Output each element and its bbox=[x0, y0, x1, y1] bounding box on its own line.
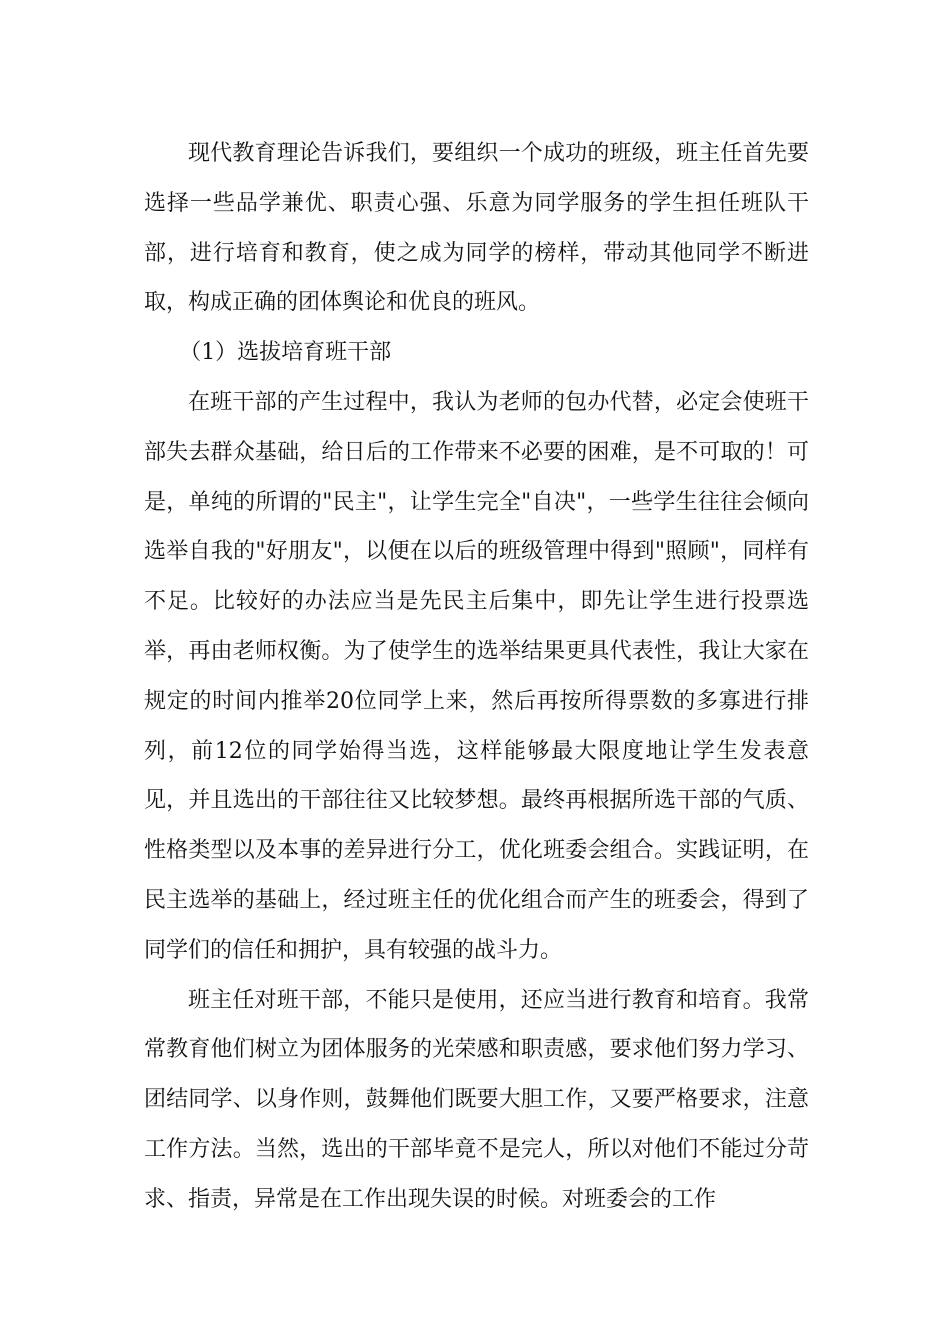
paragraph-selection: 在班干部的产生过程中，我认为老师的包办代替，必定会使班干部失去群众基础，给日后的工作带来不必要的困难，是不可取的！可是，单纯的所谓的"民主"，让学生完全"自决"，一些学生往往会倾向选举自我的"好朋友"，以便在以后的班级管理中得到"照顾"，同样有不足。比较好的办法应当是先民主后集中，即先让学生进行投票选举，再由老师权衡。为了使学生的选举结果更具代表性，我让大家在规定的时间内推举20位同学上来，然后再按所得票数的多寡进行排列，前12位的同学始得当选，这样能够最大限度地让学生发表意见，并且选出的干部往往又比较梦想。最终再根据所选干部的气质、性格类型以及本事的差异进行分工，优化班委会组合。实践证明，在民主选举的基础上，经过班主任的优化组合而产生的班委会，得到了同学们的信任和拥护，具有较强的战斗力。 bbox=[144, 389, 809, 963]
section-heading: （1）选拔培育班干部 bbox=[179, 340, 392, 366]
document-body bbox=[144, 129, 809, 1225]
paragraph-training: 班主任对班干部，不能只是使用，还应当进行教育和培育。我常常教育他们树立为团体服务的光荣感和职责感，要求他们努力学习、团结同学、以身作则，鼓舞他们既要大胆工作，又要严格要求，注意工作方法。当然，选出的干部毕竟不是完人，所以对他们不能过分苛求、指责，异常是在工作出现失误的时候。对班委会的工作 bbox=[144, 987, 809, 1212]
paragraph-intro: 现代教育理论告诉我们，要组织一个成功的班级，班主任首先要选择一些品学兼优、职责心强、乐意为同学服务的学生担任班队干部，进行培育和教育，使之成为同学的榜样，带动其他同学不断进取，构成正确的团体舆论和优良的班风。 bbox=[144, 141, 809, 316]
